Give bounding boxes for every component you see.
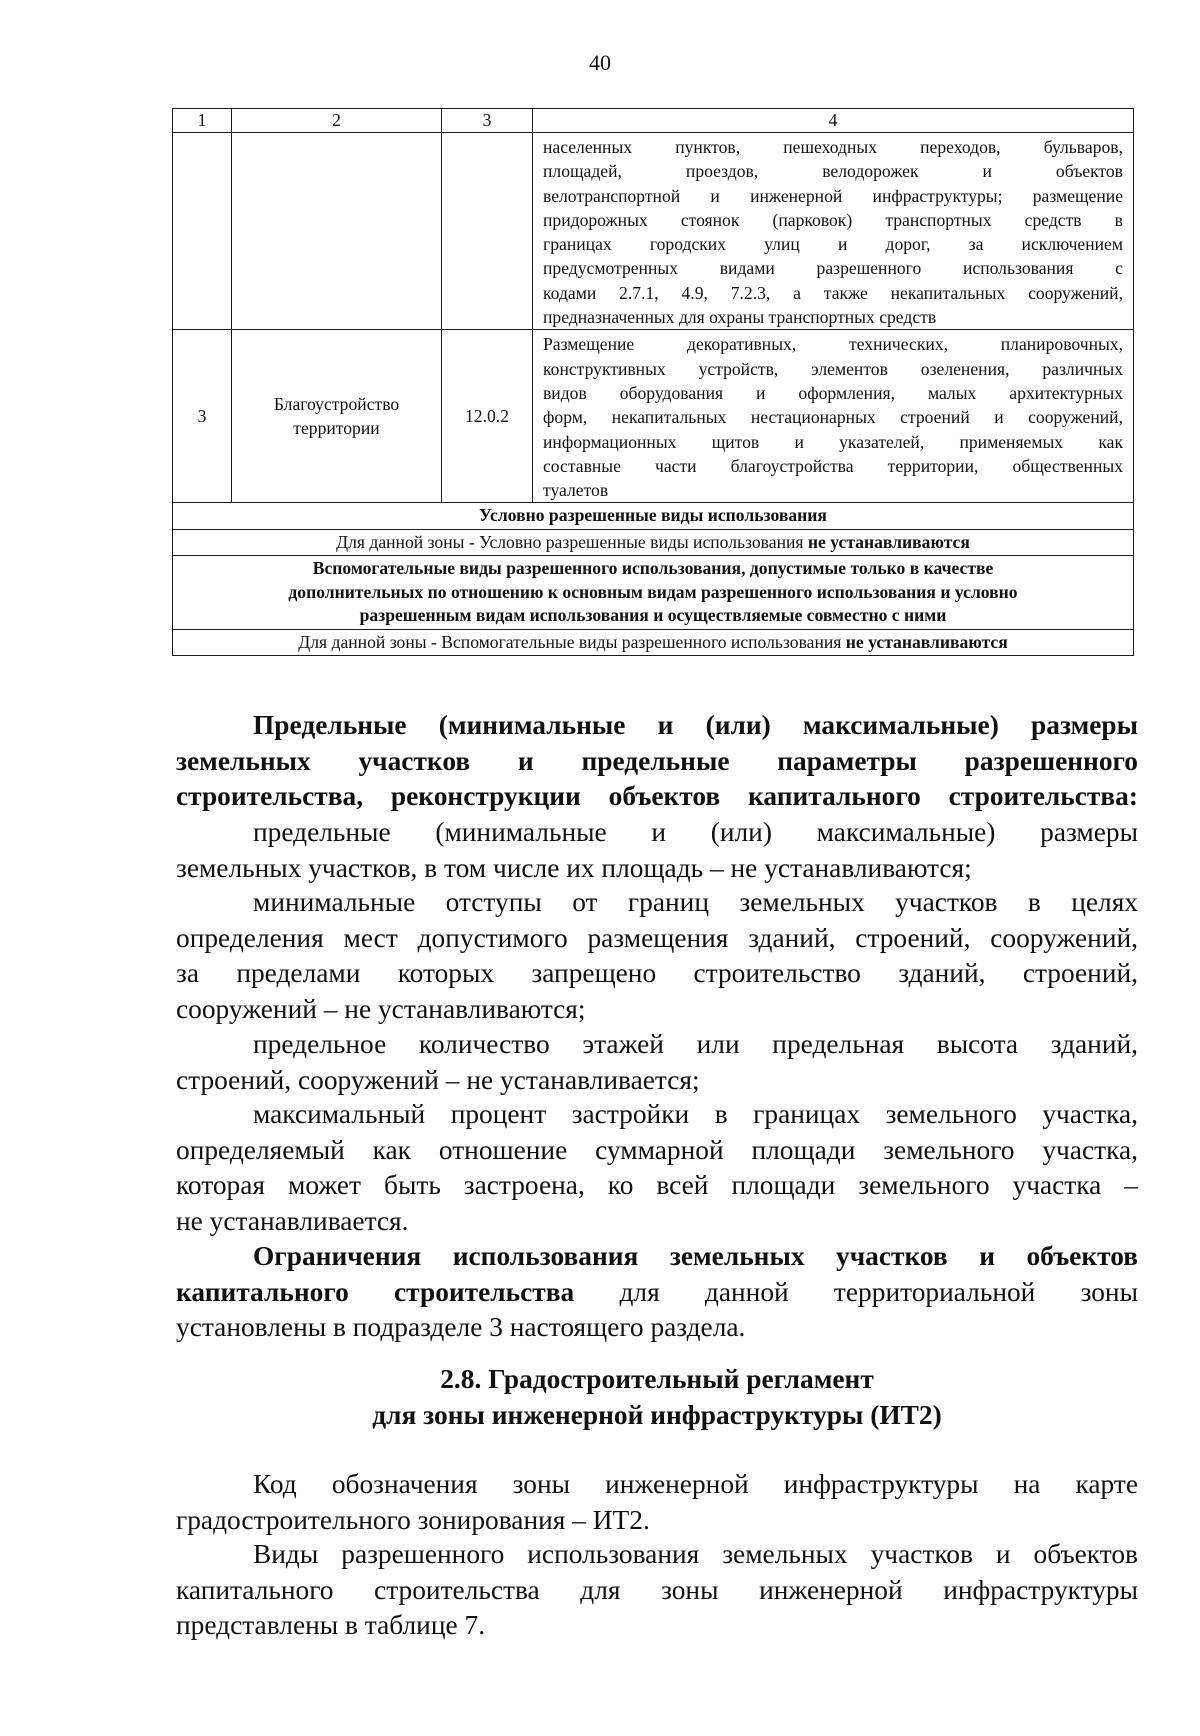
table-row [173,629,1134,656]
col-header-1: 1 [173,109,232,133]
limits-paragraph-sizes: предельные (минимальные и (или) максимальные) размеры земельных участков, в том числе их площадь – не устанавливаются; [176,817,1138,883]
limits-heading: Предельные (минимальные и (или) максимальные) размеры земельных участков и предельные параметры разрешенного строительства, реконструкции объектов капитального строительства: [176,710,1138,811]
col-header-2: 2 [232,109,442,133]
section-paragraph-code: Код обозначения зоны инженерной инфраструктуры на карте градостроительного зонирования – ИТ2. [176,1469,1138,1535]
cell-code: 12.0.2 [442,330,533,503]
cell-num: 3 [173,330,232,503]
limits-paragraph-floors: предельное количество этажей или предельная высота зданий, строений, сооружений – не устанавливается; [176,1029,1138,1095]
col-header-4: 4 [533,109,1134,133]
limits-paragraph-coverage: максимальный процент застройки в границах земельного участка, определяемый как отношение суммарной площади земельного участка, которая может быть застроена, ко всей площади земельного участка – не устанавливается. [176,1099,1138,1236]
col-header-3: 3 [442,109,533,133]
cell-code-empty [442,133,533,330]
table-row [173,133,1134,330]
table-row [173,330,1134,503]
table-row [173,529,1134,556]
land-use-table [172,108,1134,656]
conditional-uses-note: Для данной зоны - Условно разрешенные виды использования не устанавливаются [173,529,1134,556]
auxiliary-uses-header: Вспомогательные виды разрешенного использования, допустимые только в качестве дополнительных по отношению к основным видам разрешенного использования и условно разрешенным видам использования и осуществляемые совместно с ними [173,556,1134,630]
page-number: 40 [589,50,611,75]
table-row [173,556,1134,630]
section-paragraph-uses: Виды разрешенного использования земельных участков и объектов капитального строительства для зоны инженерной инфраструктуры представлены в таблице 7. [176,1539,1138,1640]
cell-num-empty [173,133,232,330]
table-header-row [173,109,1134,133]
section-title: 2.8. Градостроительный регламент для зоны инженерной инфраструктуры (ИТ2) [372,1364,942,1430]
auxiliary-uses-note: Для данной зоны - Вспомогательные виды разрешенного использования не устанавливаются [173,629,1134,656]
restrictions-paragraph: Ограничения использования земельных участков и объектов капитального строительства для данной территориальной зоны установлены в подразделе 3 настоящего раздела. [176,1241,1138,1342]
cell-description: Размещение декоративных, технических, планировочных, конструктивных устройств, элементов озеленения, различных видов оборудования и оформления, малых архитектурных форм, некапитальных нестационарных строений и сооружений, информационных щитов и указателей, применяемых как составные части благоустройства территории, общественных туалетов [533,330,1134,503]
cell-name-empty [232,133,442,330]
cell-description: населенных пунктов, пешеходных переходов, бульваров, площадей, проездов, велодорожек и объектов велотранспортной и инженерной инфраструктуры; размещение придорожных стоянок (парковок) транспортных средств в границах городских улиц и дорог, за исключением предусмотренных видами разрешенного использования с кодами 2.7.1, 4.9, 7.2.3, а также некапитальных сооружений, предназначенных для охраны транспортных средств [533,133,1134,330]
conditional-uses-header: Условно разрешенные виды использования [173,503,1134,530]
limits-paragraph-setbacks: минимальные отступы от границ земельных участков в целях определения мест допустимого размещения зданий, строений, сооружений, за пределами которых запрещено строительство зданий, строений, сооружений – не устанавливаются; [176,887,1138,1024]
table-row [173,503,1134,530]
cell-name: Благоустройство территории [232,330,442,503]
